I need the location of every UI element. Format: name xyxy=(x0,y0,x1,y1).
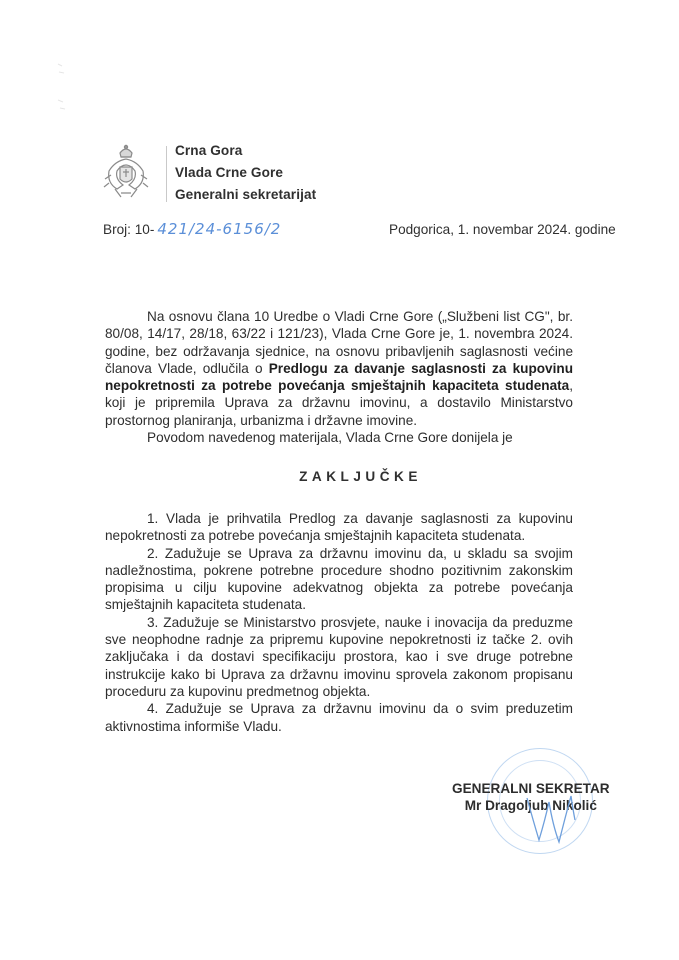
department-name: Generalni sekretarijat xyxy=(175,187,317,202)
signatory-title: GENERALNI SEKRETAR xyxy=(452,781,610,796)
signatory-name: Mr Dragoljub Nikolić xyxy=(464,798,597,813)
subject-bold: Predlogu za davanje saglasnosti za kupovinu nepokretnosti za potrebe povećanja smještajnih kapaciteta studenata xyxy=(105,360,573,394)
letterhead xyxy=(175,140,316,206)
handwritten-reference: 421/24-6156/2 xyxy=(157,220,282,238)
handwritten-signature-icon xyxy=(525,790,585,850)
conclusion-item: 3. Zadužuje se Ministarstvo prosvjete, nauke i inovacija da preduzme sve neophodne radnje za pripremu kupovine nepokretnosti iz tačke 2. ovih zaključaka i da dostavi specifikaciju prostora, kao i sve druge potrebne instrukcije kako bi Uprava za državnu imovinu sprovela zakonom propisanu proceduru za kupovinu predmetnog objekta. xyxy=(105,614,573,699)
conclusions-list xyxy=(105,510,573,735)
country-name: Crna Gora xyxy=(175,143,243,158)
coat-of-arms-icon xyxy=(103,143,149,201)
place-and-date: Podgorica, 1. novembar 2024. godine xyxy=(389,222,616,237)
intro-second-paragraph: Povodom navedenog materijala, Vlada Crne Gore donijela je xyxy=(147,430,513,446)
scan-mark-icon xyxy=(56,62,68,112)
document-body xyxy=(105,308,573,446)
conclusion-item: 4. Zadužuje se Uprava za državnu imovinu da o svim preduzetim aktivnostima informiše Vladu. xyxy=(105,701,573,734)
government-name: Vlada Crne Gore xyxy=(175,165,284,180)
reference-number xyxy=(103,220,281,238)
conclusion-item: 1. Vlada je prihvatila Predlog za davanje saglasnosti za kupovinu nepokretnosti za potrebe povećanja smještajnih kapaciteta studenata. xyxy=(105,511,573,544)
header-divider xyxy=(166,146,167,202)
reference-label: Broj: 10- xyxy=(103,222,155,237)
conclusions-title: ZAKLJUČKE xyxy=(299,469,422,484)
intro-paragraph: Na osnovu člana 10 Uredbe o Vladi Crne Gore („Službeni list CG", br. 80/08, 14/17, 28/18, 63/22 i 121/23), Vlada Crne Gore je, 1. novembra 2024. godine, bez održavanja sjednice, na osnovu pribavljenih saglasnosti većine članova Vlade, odlučila o Predlogu za davanje saglasnosti za kupovinu nepokretnosti za potrebe povećanja smještajnih kapaciteta studenata, koji je pripremila Uprava za državnu imovinu, a dostavilo Ministarstvo prostornog planiranja, urbanizma i državne imovine. xyxy=(105,309,573,428)
conclusion-item: 2. Zadužuje se Uprava za državnu imovinu da, u skladu sa svojim nadležnostima, pokrene potrebne procedure shodno pozitivnim zakonskim propisima u cilju kupovine adekvatnog objekta za potrebe povećanja smještajnih kapaciteta studenata. xyxy=(105,545,573,613)
